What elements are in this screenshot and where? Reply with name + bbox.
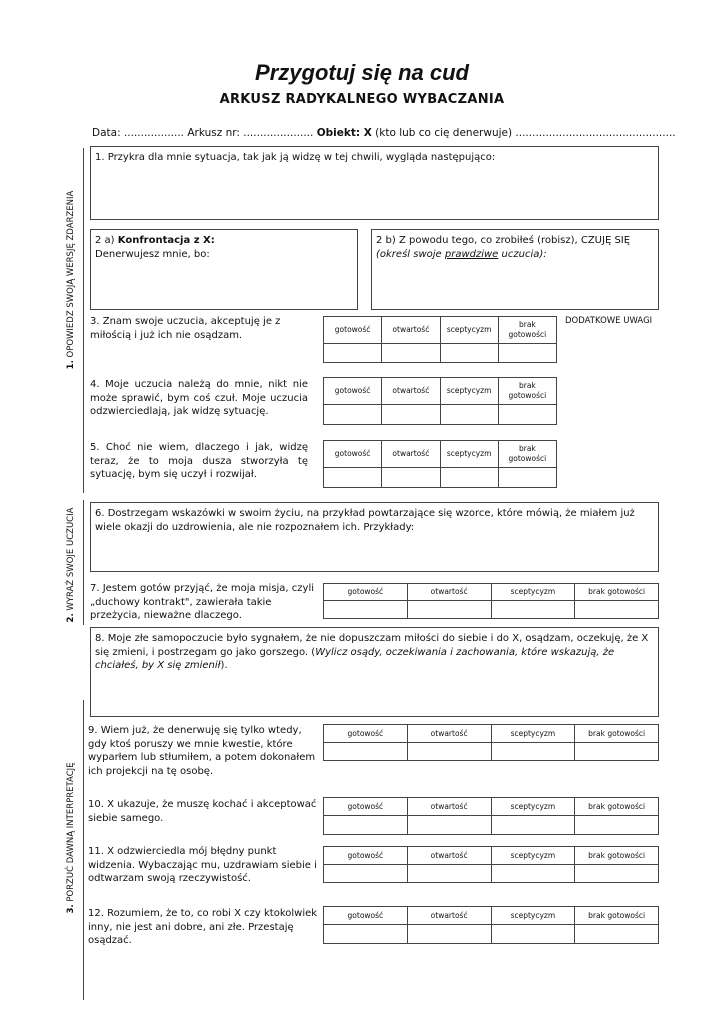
rating-header-c4: brak gotowości: [575, 798, 659, 816]
rating-cell-c3[interactable]: [491, 925, 575, 944]
q8-text: 8. Moje złe samopoczucie było sygnałem, że nie dopuszczam miłości do siebie i do X, osądzam, oczekuję, że X się zmieni, i postrzegam go jako gorszego. (Wylicz osądy, oczekiwania i zachowania, które wskazują, że chciałeś, by X się zmienił).: [95, 633, 649, 671]
q2a-text: Denerwujesz mnie, bo:: [95, 248, 210, 260]
rating-table-q9: [323, 724, 659, 761]
object-label: Obiekt: X: [316, 127, 372, 139]
q1-text: 1. Przykra dla mnie sytuacja, tak jak ją widzę w tej chwili, wygląda następująco:: [95, 152, 496, 163]
rating-cell-c2[interactable]: [382, 405, 440, 425]
rating-header-c2: otwartość: [407, 725, 491, 743]
rating-table-q3: [323, 316, 557, 363]
rating-cell-c1[interactable]: [324, 344, 382, 363]
rating-cell-c3[interactable]: [440, 468, 498, 488]
rating-cell-c3[interactable]: [440, 405, 498, 425]
object-field[interactable]: (kto lub co cię denerwuje) ................................................: [371, 127, 676, 139]
section-divider: [83, 148, 84, 493]
rating-cell-c2[interactable]: [407, 743, 491, 761]
rating-header-c2: otwartość: [407, 907, 491, 925]
rating-cell-c3[interactable]: [440, 344, 498, 363]
rating-header-c1: gotowość: [324, 847, 408, 865]
rating-cell-c4[interactable]: [498, 344, 556, 363]
rating-header-c3: sceptycyzm: [491, 907, 575, 925]
rating-table-q7: [323, 583, 659, 619]
rating-header-c3: sceptycyzm: [491, 798, 575, 816]
rating-cell-c2[interactable]: [407, 865, 491, 883]
q2b-box[interactable]: [371, 229, 659, 310]
rating-header-c3: sceptycyzm: [491, 584, 575, 601]
rating-header-c2: otwartość: [382, 441, 440, 468]
rating-cell-c4[interactable]: [498, 468, 556, 488]
rating-header-c4: brak gotowości: [498, 441, 556, 468]
rating-cell-c2[interactable]: [407, 816, 491, 835]
rating-cell-c4[interactable]: [575, 925, 659, 944]
rating-cell-c4[interactable]: [575, 865, 659, 883]
rating-header-c3: sceptycyzm: [440, 441, 498, 468]
q3-text: 3. Znam swoje uczucia, akceptuję je z miłością i już ich nie osądzam.: [90, 316, 281, 341]
q6-box[interactable]: [90, 502, 659, 572]
rating-header-c1: gotowość: [324, 584, 408, 601]
q5-text: 5. Choć nie wiem, dlaczego i jak, widzę teraz, że to moja dusza stworzyła tę sytuację, bym się uczył i rozwijał.: [90, 442, 308, 480]
q12-text: 12. Rozumiem, że to, co robi X czy ktokolwiek inny, nie jest ani dobre, ani złe. Przestaję osądzać.: [88, 908, 318, 946]
rating-header-c3: sceptycyzm: [440, 378, 498, 405]
section-label-3: 3. PORZUĆ DAWNĄ INTERPRETACJĘ: [66, 762, 76, 914]
rating-header-c4: brak gotowości: [498, 378, 556, 405]
rating-header-c4: brak gotowości: [575, 584, 659, 601]
q2b-hint: (określ swoje prawdziwe uczucia):: [376, 248, 547, 260]
q4-text: 4. Moje uczucia należą do mnie, nikt nie może sprawić, bym coś czuł. Moje uczucia odzwierciedlają, jak widzę sytuację.: [90, 379, 308, 417]
rating-header-c2: otwartość: [407, 584, 491, 601]
rating-header-c1: gotowość: [324, 378, 382, 405]
rating-cell-c1[interactable]: [324, 743, 408, 761]
page-title: Przygotuj się na cud: [255, 60, 469, 85]
page-subtitle: ARKUSZ RADYKALNEGO WYBACZANIA: [219, 92, 505, 107]
section-label-2: 2. WYRAŹ SWOJE UCZUCIA: [66, 507, 76, 623]
q2b-text: 2 b) Z powodu tego, co zrobiłeś (robisz), CZUJĘ SIĘ: [376, 235, 631, 246]
rating-header-c2: otwartość: [407, 847, 491, 865]
rating-cell-c1[interactable]: [324, 405, 382, 425]
rating-table-q10: [323, 797, 659, 835]
rating-header-c2: otwartość: [382, 317, 440, 344]
rating-header-c1: gotowość: [324, 907, 408, 925]
rating-cell-c1[interactable]: [324, 925, 408, 944]
rating-cell-c2[interactable]: [382, 344, 440, 363]
rating-table-q12: [323, 906, 659, 944]
q1-box[interactable]: [90, 146, 659, 220]
rating-header-c1: gotowość: [324, 725, 408, 743]
rating-table-q4: [323, 377, 557, 425]
q10-text: 10. X ukazuje, że muszę kochać i akceptować siebie samego.: [88, 799, 317, 824]
rating-cell-c3[interactable]: [491, 743, 575, 761]
rating-header-c4: brak gotowości: [575, 725, 659, 743]
rating-cell-c2[interactable]: [407, 601, 491, 619]
q6-text: 6. Dostrzegam wskazówki w swoim życiu, na przykład powtarzające się wzorce, które mówią, że miałem już wiele okazji do uzdrowienia, ale nie rozpoznałem ich. Przykłady:: [95, 508, 635, 533]
rating-table-q11: [323, 846, 659, 883]
rating-cell-c3[interactable]: [491, 601, 575, 619]
rating-cell-c2[interactable]: [407, 925, 491, 944]
rating-cell-c3[interactable]: [491, 865, 575, 883]
section-divider: [83, 500, 84, 625]
rating-cell-c1[interactable]: [324, 865, 408, 883]
rating-table-q5: [323, 440, 557, 488]
rating-header-c4: brak gotowości: [575, 907, 659, 925]
rating-cell-c4[interactable]: [575, 601, 659, 619]
rating-cell-c3[interactable]: [491, 816, 575, 835]
rating-cell-c1[interactable]: [324, 601, 408, 619]
rating-header-c4: brak gotowości: [575, 847, 659, 865]
rating-header-c2: otwartość: [382, 378, 440, 405]
rating-cell-c1[interactable]: [324, 468, 382, 488]
rating-header-c4: brak gotowości: [498, 317, 556, 344]
date-sheet-fields[interactable]: Data: .................. Arkusz nr: .....................: [92, 127, 317, 139]
rating-header-c3: sceptycyzm: [440, 317, 498, 344]
rating-cell-c4[interactable]: [575, 743, 659, 761]
rating-header-c3: sceptycyzm: [491, 725, 575, 743]
q11-text: 11. X odzwierciedla mój błędny punkt widzenia. Wybaczając mu, uzdrawiam siebie i odtwarzam swoją rzeczywistość.: [88, 846, 317, 884]
rating-header-c1: gotowość: [324, 317, 382, 344]
rating-cell-c1[interactable]: [324, 816, 408, 835]
q9-text: 9. Wiem już, że denerwuję się tylko wtedy, gdy ktoś poruszy we mnie kwestie, które wyparłem lub stłumiłem, a potem dokonałem ich projekcji na tę osobę.: [88, 725, 316, 777]
q7-text: 7. Jestem gotów przyjąć, że moja misja, czyli „duchowy kontrakt", zawierała takie przeżycia, nieważne dlaczego.: [90, 583, 315, 621]
rating-header-c2: otwartość: [407, 798, 491, 816]
rating-header-c1: gotowość: [324, 441, 382, 468]
rating-header-c1: gotowość: [324, 798, 408, 816]
section-label-1: 1. OPOWIEDZ SWOJĄ WERSJĘ ZDARZENIA: [66, 190, 76, 370]
q2a-box[interactable]: [90, 229, 358, 310]
header-fields: [92, 127, 676, 139]
q8-box[interactable]: [90, 627, 659, 717]
rating-header-c3: sceptycyzm: [491, 847, 575, 865]
rating-cell-c2[interactable]: [382, 468, 440, 488]
rating-cell-c4[interactable]: [575, 816, 659, 835]
q2a-prefix: 2 a): [95, 235, 118, 246]
extra-notes-label: DODATKOWE UWAGI: [565, 316, 653, 326]
rating-cell-c4[interactable]: [498, 405, 556, 425]
section-divider: [83, 700, 84, 1000]
q2a-heading: Konfrontacja z X:: [117, 235, 215, 246]
